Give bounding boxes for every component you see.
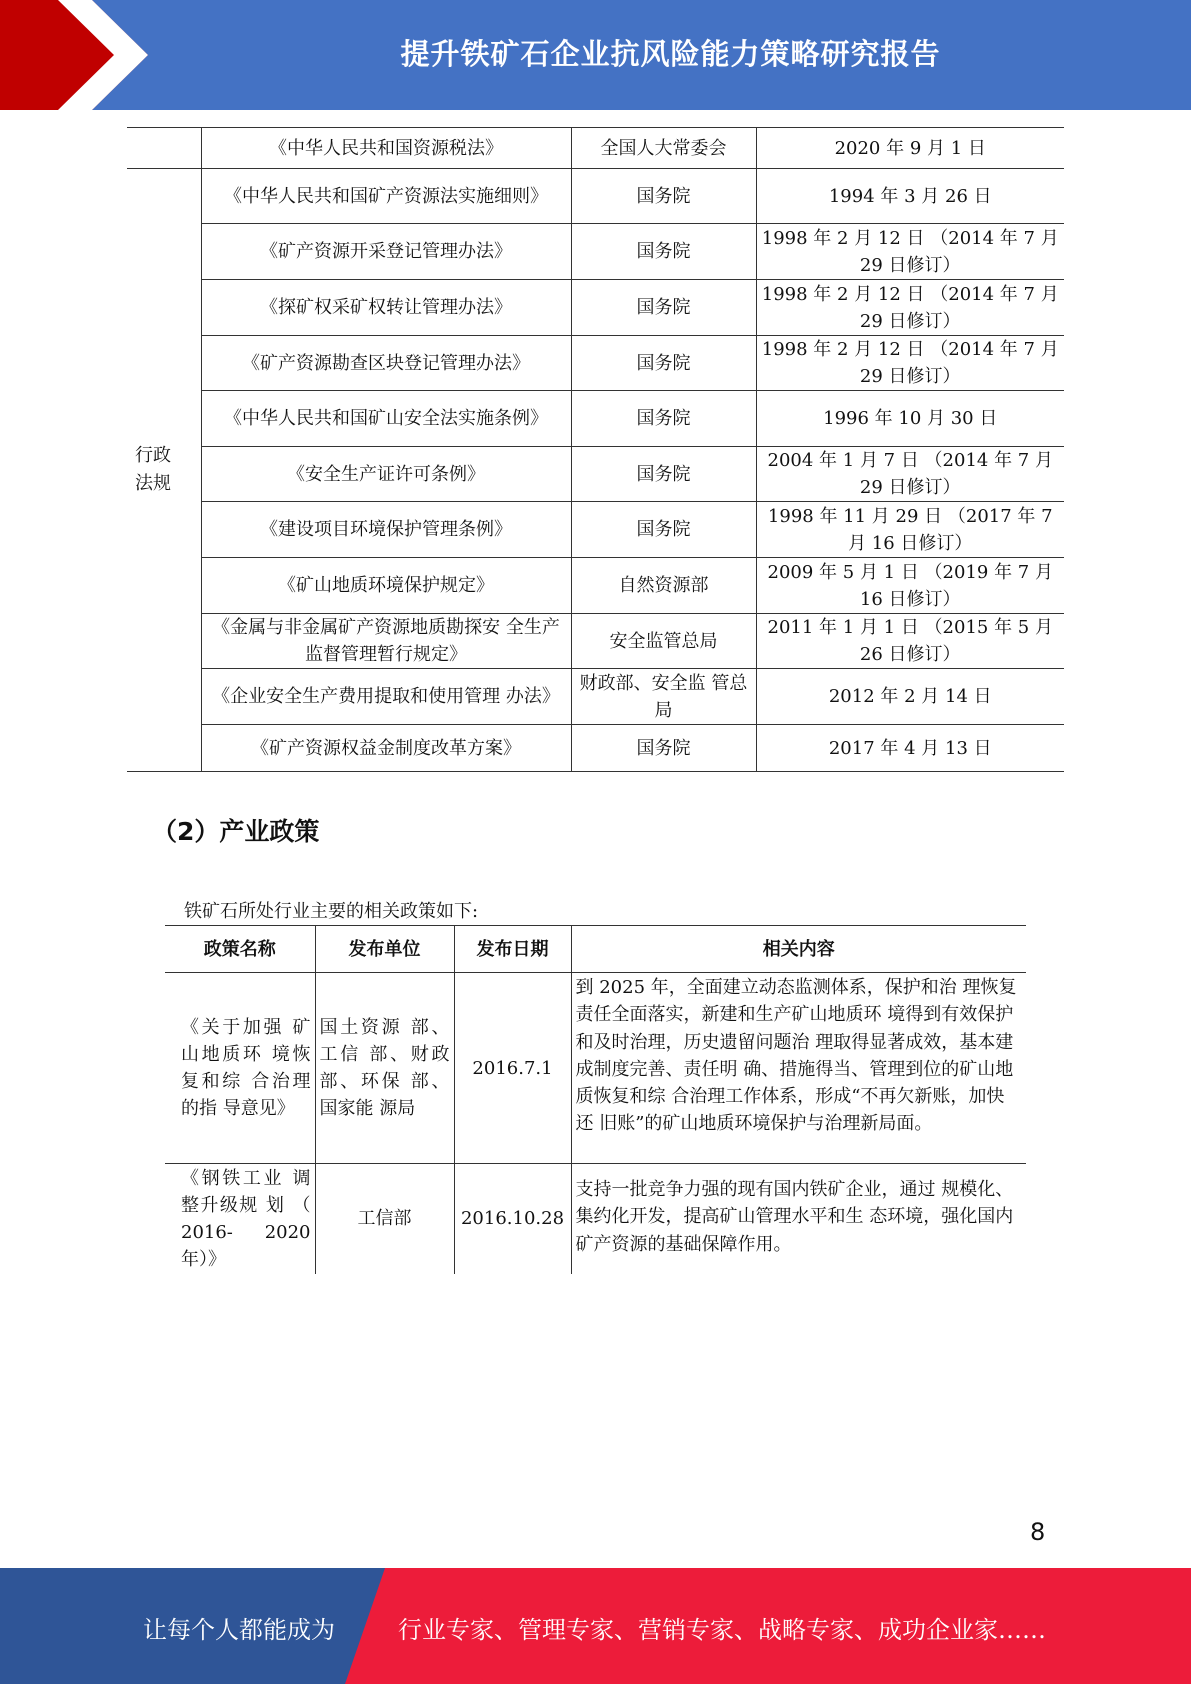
law-name: 《探矿权采矿权转让管理办法》 [201, 280, 571, 336]
table-row [127, 725, 1064, 772]
law-date: 2004 年 1 月 7 日 （2014 年 7 月 29 日修订） [756, 447, 1064, 502]
table-row [127, 128, 1064, 169]
law-date: 1998 年 2 月 12 日 （2014 年 7 月 29 日修订） [756, 280, 1064, 336]
law-name: 《中华人民共和国资源税法》 [201, 128, 571, 169]
table-row [127, 447, 1064, 502]
law-date: 2017 年 4 月 13 日 [756, 725, 1064, 772]
law-issuer: 国务院 [571, 391, 756, 447]
category-label: 行政 法规 [135, 445, 171, 494]
law-date: 2020 年 9 月 1 日 [756, 128, 1064, 169]
law-date: 1998 年 2 月 12 日 （2014 年 7 月 29 日修订） [756, 224, 1064, 280]
law-issuer: 财政部、安全监 管总局 [571, 669, 756, 725]
report-title: 提升铁矿石企业抗风险能力策略研究报告 [400, 37, 941, 71]
table-row [127, 558, 1064, 614]
table-row [127, 391, 1064, 447]
footer-slogan-right: 行业专家、管理专家、营销专家、战略专家、成功企业家…… [398, 1616, 1046, 1644]
law-date: 1996 年 10 月 30 日 [756, 391, 1064, 447]
category-cell-blank [127, 128, 201, 169]
policy-name: 《关于加强 矿山地质环 境恢复和综 合治理的指 导意见》 [165, 973, 315, 1164]
law-issuer: 全国人大常委会 [571, 128, 756, 169]
law-name: 《矿产资源开采登记管理办法》 [201, 224, 571, 280]
table-header-row [165, 926, 1026, 973]
law-name: 《中华人民共和国矿产资源法实施细则》 [201, 169, 571, 224]
law-regulation-table [127, 127, 1064, 772]
law-date: 1998 年 11 月 29 日 （2017 年 7 月 16 日修订） [756, 502, 1064, 558]
law-name: 《金属与非金属矿产资源地质勘探安 全生产监督管理暂行规定》 [201, 614, 571, 669]
header-arrow-decoration [0, 0, 240, 110]
law-date: 1998 年 2 月 12 日 （2014 年 7 月 29 日修订） [756, 336, 1064, 391]
column-header: 发布单位 [315, 926, 454, 973]
table-row [127, 169, 1064, 224]
table-row [127, 669, 1064, 725]
policy-issuer: 国土资源 部、工信 部、财政部、环保 部、国家能 源局 [315, 973, 454, 1164]
law-name: 《中华人民共和国矿山安全法实施条例》 [201, 391, 571, 447]
law-issuer: 国务院 [571, 336, 756, 391]
section-heading: （2）产业政策 [152, 817, 320, 846]
page-number: 8 [1030, 1518, 1046, 1546]
column-header: 相关内容 [571, 926, 1026, 973]
law-date: 2011 年 1 月 1 日 （2015 年 5 月 26 日修订） [756, 614, 1064, 669]
table-row [165, 1164, 1026, 1274]
column-header: 发布日期 [454, 926, 571, 973]
law-issuer: 国务院 [571, 502, 756, 558]
law-name: 《企业安全生产费用提取和使用管理 办法》 [201, 669, 571, 725]
law-issuer: 国务院 [571, 280, 756, 336]
table-row [127, 614, 1064, 669]
table-row [127, 502, 1064, 558]
policy-date: 2016.7.1 [454, 973, 571, 1164]
law-name: 《建设项目环境保护管理条例》 [201, 502, 571, 558]
footer-slogan-left: 让每个人都能成为 [143, 1616, 335, 1644]
policy-date: 2016.10.28 [454, 1164, 571, 1274]
table-row [127, 224, 1064, 280]
policy-name: 《钢铁工业 调整升级规 划 （ 2016- 2020 年）》 [165, 1164, 315, 1274]
law-date: 2012 年 2 月 14 日 [756, 669, 1064, 725]
column-header: 政策名称 [165, 926, 315, 973]
category-cell [127, 169, 201, 772]
law-issuer: 国务院 [571, 725, 756, 772]
law-issuer: 国务院 [571, 169, 756, 224]
policy-issuer: 工信部 [315, 1164, 454, 1274]
law-issuer: 国务院 [571, 447, 756, 502]
law-issuer: 自然资源部 [571, 558, 756, 614]
law-name: 《矿产资源勘查区块登记管理办法》 [201, 336, 571, 391]
law-issuer: 安全监管总局 [571, 614, 756, 669]
law-name: 《安全生产证许可条例》 [201, 447, 571, 502]
policy-content: 到 2025 年，全面建立动态监测体系，保护和治 理恢复责任全面落实，新建和生产矿山地质环 境得到有效保护和及时治理，历史遗留问题治 理取得显著成效，基本建成制度完善、责任明 确、措施得当、管理到位的矿山地质恢复和综 合治理工作体系，形成“不再欠新账，加快还 旧账”的矿山地质环境保护与治理新局面。 [571, 973, 1026, 1164]
law-date: 1994 年 3 月 26 日 [756, 169, 1064, 224]
policy-content: 支持一批竞争力强的现有国内铁矿企业，通过 规模化、集约化开发，提高矿山管理水平和生 态环境，强化国内矿产资源的基础保障作用。 [571, 1164, 1026, 1274]
table-row [127, 280, 1064, 336]
law-name: 《矿山地质环境保护规定》 [201, 558, 571, 614]
law-date: 2009 年 5 月 1 日 （2019 年 7 月 16 日修订） [756, 558, 1064, 614]
law-name: 《矿产资源权益金制度改革方案》 [201, 725, 571, 772]
industry-policy-table [165, 925, 1026, 1274]
page-footer [0, 1568, 1191, 1684]
law-issuer: 国务院 [571, 224, 756, 280]
table-row [127, 336, 1064, 391]
table-row [165, 973, 1026, 1164]
page-header [0, 0, 1191, 110]
intro-text: 铁矿石所处行业主要的相关政策如下: [184, 901, 479, 922]
